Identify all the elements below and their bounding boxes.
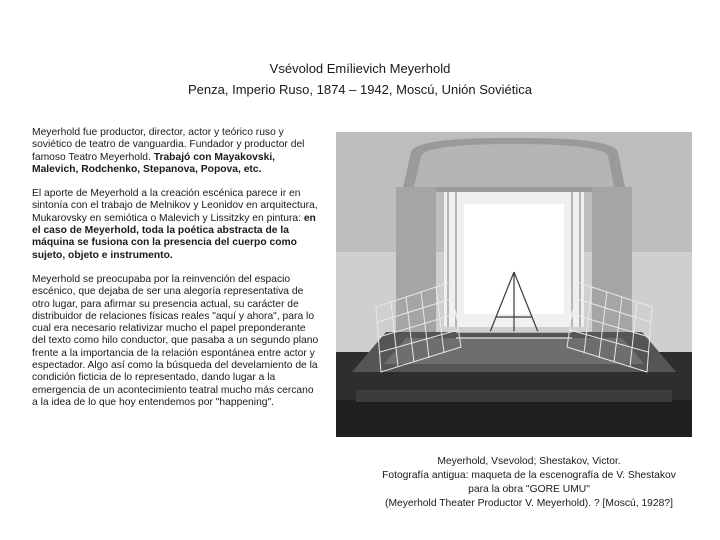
photo-caption bbox=[366, 455, 692, 511]
caption-credit: Meyerhold, Vsevolod; Shestakov, Victor. bbox=[437, 456, 621, 467]
caption-line-3: para la obra "GORE UMU" bbox=[468, 484, 590, 495]
stage-model-photo bbox=[336, 132, 692, 437]
paragraph-1 bbox=[32, 127, 322, 176]
paragraph-2-text: El aporte de Meyerhold a la creación escénica parece ir en sintonía con el trabajo de Melnikov y Leonidov en arquitectura, Mukarovsky en semiótica o Malevich y Lissitzky en pintura: bbox=[32, 188, 318, 224]
page-title bbox=[0, 58, 720, 100]
title-name: Vsévolod Emílievich Meyerhold bbox=[269, 61, 451, 76]
title-place-dates: Penza, Imperio Ruso, 1874 – 1942, Moscú, Unión Soviética bbox=[188, 82, 532, 97]
biography-text bbox=[32, 127, 322, 421]
caption-line-4: (Meyerhold Theater Productor V. Meyerhold). ? [Moscú, 1928?] bbox=[385, 498, 673, 509]
paragraph-2-bold: en el caso de Meyerhold, toda la poética abstracta de la máquina se fusiona con la presencia del cuerpo como sujeto, objeto e instrumento. bbox=[32, 212, 316, 261]
paragraph-3: Meyerhold se preocupaba por la reinvención del espacio escénico, que dejaba de ser una alegoría representativa de otro lugar, para afirmar su presencia actual, su carácter de distribuidor de relaciones físicas reales "aquí y ahora", para lo cual era necesario relativizar mucho el papel preponderante del texto como hilo conductor, que pasaba a un segundo plano frente a la importancia de la relación espontánea entre actor y espectador. Algo así como la búsqueda del develamiento de la condición ficticia de lo representado, dando lugar a la emergencia de un acontecimiento teatral mucho más cercano a la idea de lo que hoy entendemos por "happening". bbox=[32, 273, 319, 408]
paragraph-1-bold: Trabajó con Mayakovski, Malevich, Rodchenko, Stepanova, Popova, etc. bbox=[32, 151, 276, 175]
paragraph-1-text: Meyerhold fue productor, director, actor y teórico ruso y soviético de teatro de vanguardia. Fundador y productor del famoso Teatro Meyerhold. bbox=[32, 127, 305, 163]
caption-line-2: Fotografía antigua: maqueta de la escenografía de V. Shestakov bbox=[382, 470, 676, 481]
paragraph-2 bbox=[32, 188, 322, 262]
stage-model-illustration bbox=[336, 132, 692, 437]
